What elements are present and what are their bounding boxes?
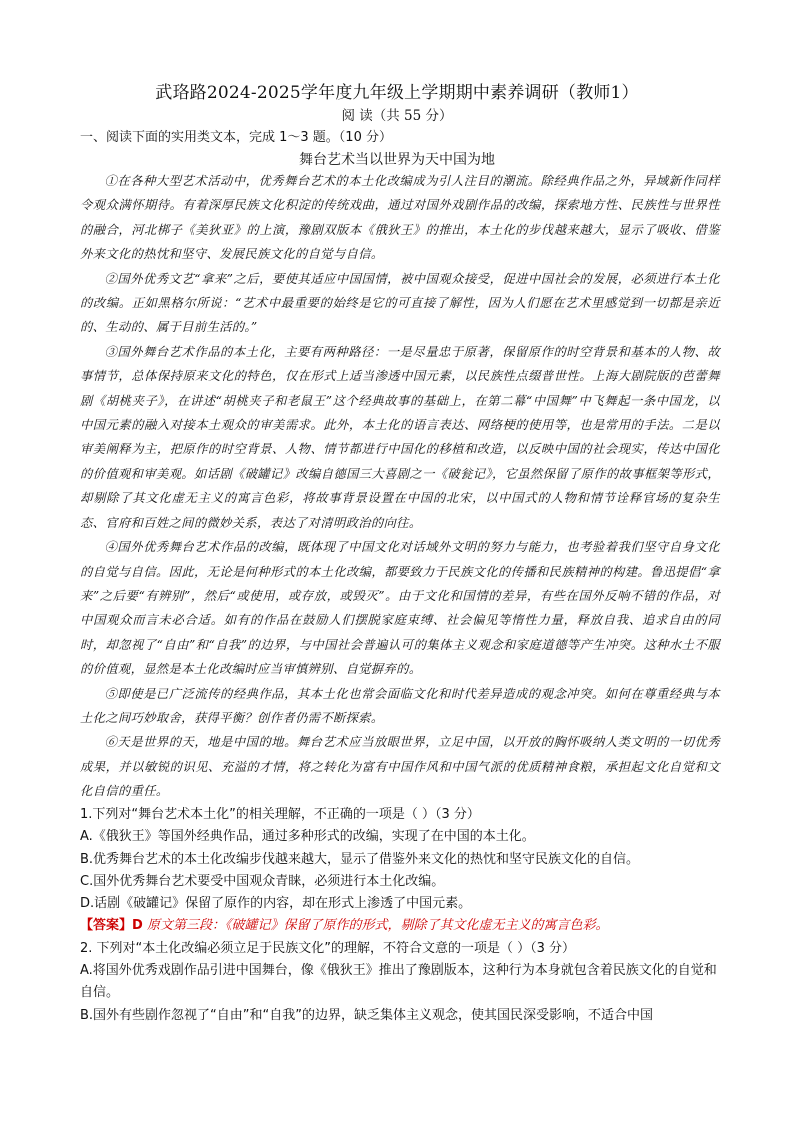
question-2-option-a: A.将国外优秀戏剧作品引进中国舞台，像《俄狄王》推出了豫剧版本，这种行为本身就包含着民族文化的自觉和自信。 [80,963,717,1001]
question-2-stem: 2. 下列对“本土化改编必须立足于民族文化”的理解，不符合文意的一项是（ ）（3 分） [80,940,576,956]
article-paragraph-3: ③国外舞台艺术作品的本土化，主要有两种路径：一是尽量忠于原著，保留原作的时空背景和基本的人物、故事情节，总体保持原来文化的特色，仅在形式上适当渗透中国元素，以民族性点缀普世性。上海大剧院版的芭蕾舞剧《胡桃夹子》，在讲述“胡桃夹子和老鼠王”这个经典故事的基础上，在第二幕“中国舞”中飞舞起一条中国龙，以中国元素的融入对接本土观众的审美需求。此外，本土化的语言表达、网络梗的使用等，也是常用的手法。二是以审美阐释为主，把原作的时空背景、人物、情节都进行中国化的移植和改造，以反映中国的社会现实，传达中国化的价值观和审美观。如话剧《破罐记》改编自德国三大喜剧之一《破瓮记》，它虽然保留了原作的故事框架等形式，却剔除了其文化虚无主义的寓言色彩，将故事背景设置在中国的北宋，以中国式的人物和情节诠释官场的复杂生态、官府和百姓之间的微妙关系，表达了对清明政治的向往。 [80,344,720,530]
question-1-option-b: B.优秀舞台艺术的本土化改编步伐越来越大，显示了借鉴外来文化的热忱和坚守民族文化的自信。 [80,851,640,867]
answer-label: 【答案】D [80,918,143,934]
question-1-option-c: C.国外优秀舞台艺术要受中国观众青睐，必须进行本土化改编。 [80,873,445,889]
question-1-option-a: A.《俄狄王》等国外经典作品，通过多种形式的改编，实现了在中国的本土化。 [80,829,535,845]
question-1-answer [80,915,720,937]
article-body [80,169,720,804]
question-2-option-b: B.国外有些剧作忽视了“自由”和“自我”的边界，缺乏集体主义观念，使其国民深受影响，不适合中国 [80,1007,653,1023]
question-1-stem: 1.下列对“舞台艺术本土化”的相关理解，不正确的一项是（ ）（3 分） [80,807,480,822]
questions [80,804,720,1027]
page-subtitle: 阅 读（共 55 分） [341,108,453,124]
article-paragraph-2: ②国外优秀文艺“拿来”之后，要使其适应中国国情，被中国观众接受，促进中国社会的发展，必须进行本土化的改编。正如黑格尔所说：“艺术中最重要的始终是它的可直接了解性，因为人们愿在艺术里感觉到一切都是亲近的、生动的、属于目前生活的。” [80,271,720,335]
page-title: 武珞路2024-2025学年度九年级上学期期中素养调研（教师1） [155,83,639,103]
section-heading: 一、阅读下面的实用类文本，完成 1～3 题。（10 分） [80,130,392,145]
article-paragraph-6: ⑥天是世界的天，地是中国的地。舞台艺术应当放眼世界，立足中国，以开放的胸怀吸纳人类文明的一切优秀成果，并以敏锐的识见、充溢的才情，将之转化为富有中国作风和中国气派的优质精神食粮，承担起文化自觉和文化自信的重任。 [80,735,720,799]
article-paragraph-1: ①在各种大型艺术活动中，优秀舞台艺术的本土化改编成为引人注目的潮流。除经典作品之外，异域新作同样令观众满怀期待。有着深厚民族文化积淀的传统戏曲，通过对国外戏剧作品的改编，探索地方性、民族性与世界性的融合，河北梆子《美狄亚》的上演，豫剧双版本《俄狄王》的推出，本土化的步伐越来越大，显示了吸收、借鉴外来文化的热忱和坚守、发展民族文化的自觉与自信。 [80,174,720,262]
answer-explanation: 原文第三段：《破罐记》保留了原作的形式，剔除了其文化虚无主义的寓言色彩。 [146,918,609,934]
article-paragraph-4: ④国外优秀舞台艺术作品的改编，既体现了中国文化对话域外文明的努力与能力，也考验着我们坚守自身文化的自觉与自信。因此，无论是何种形式的本土化改编，都要致力于民族文化的传播和民族精神的构建。鲁迅提倡“拿来”之后要“有辨别”，然后“或使用，或存放，或毁灭”。由于文化和国情的差异，有些在国外反响不错的作品，对中国观众而言未必合适。如有的作品在鼓励人们摆脱家庭束缚、社会偏见等惰性力量，释放自我、追求自由的同时，却忽视了“自由”和“自我”的边界，与中国社会普遍认可的集体主义观念和家庭道德等产生冲突。这种水土不服的价值观，显然是本土化改编时应当审慎辨别、自觉摒弃的。 [80,540,720,677]
article-title: 舞台艺术当以世界为天中国为地 [299,152,495,168]
article-paragraph-5: ⑤即使是已广泛流传的经典作品，其本土化也常会面临文化和时代差异造成的观念冲突。如何在尊重经典与本土化之间巧妙取舍，获得平衡？创作者仍需不断探索。 [80,686,720,725]
question-1-option-d: D.话剧《破罐记》保留了原作的内容，却在形式上渗透了中国元素。 [80,896,472,912]
